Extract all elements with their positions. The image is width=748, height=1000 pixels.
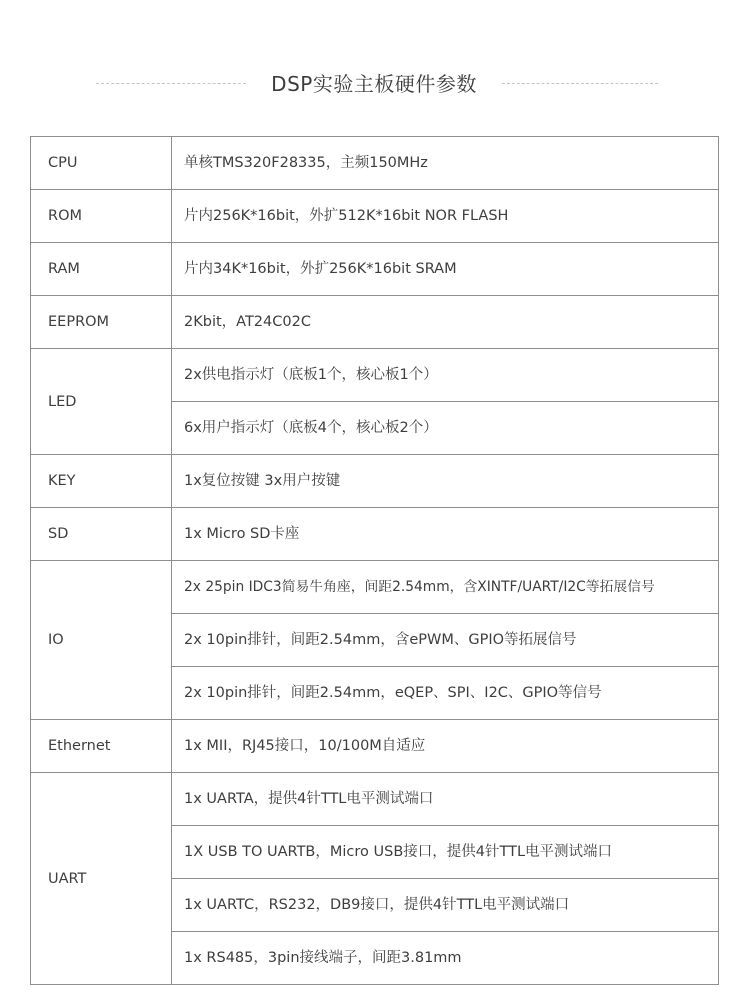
spec-value: 2x 10pin排针，间距2.54mm，eQEP、SPI、I2C、GPIO等信号 — [172, 667, 719, 720]
spec-label: UART — [31, 773, 172, 985]
spec-label: KEY — [31, 455, 172, 508]
spec-row-ram — [31, 243, 719, 296]
spec-label: Ethernet — [31, 720, 172, 773]
spec-value: 单核TMS320F28335，主频150MHz — [172, 137, 719, 190]
spec-row-rom — [31, 190, 719, 243]
spec-value: 6x用户指示灯（底板4个，核心板2个） — [172, 402, 719, 455]
spec-value: 1x UARTA，提供4针TTL电平测试端口 — [172, 773, 719, 826]
spec-value: 片内34K*16bit，外扩256K*16bit SRAM — [172, 243, 719, 296]
spec-label: SD — [31, 508, 172, 561]
spec-label: EEPROM — [31, 296, 172, 349]
spec-label: ROM — [31, 190, 172, 243]
spec-row-key — [31, 455, 719, 508]
spec-value: 1x MII，RJ45接口，10/100M自适应 — [172, 720, 719, 773]
spec-row-eeprom — [31, 296, 719, 349]
spec-value: 2Kbit，AT24C02C — [172, 296, 719, 349]
spec-value: 片内256K*16bit，外扩512K*16bit NOR FLASH — [172, 190, 719, 243]
title-divider-right — [502, 83, 658, 84]
spec-value: 2x 10pin排针，间距2.54mm，含ePWM、GPIO等拓展信号 — [172, 614, 719, 667]
spec-label: RAM — [31, 243, 172, 296]
spec-row-uart — [31, 773, 719, 826]
spec-value: 1X USB TO UARTB，Micro USB接口，提供4针TTL电平测试端口 — [172, 826, 719, 879]
spec-table — [30, 136, 719, 985]
spec-row-io — [31, 561, 719, 614]
spec-value: 1x RS485，3pin接线端子，间距3.81mm — [172, 932, 719, 985]
section-header — [0, 62, 748, 102]
spec-label: CPU — [31, 137, 172, 190]
spec-row-sd — [31, 508, 719, 561]
spec-label: LED — [31, 349, 172, 455]
spec-row-ethernet — [31, 720, 719, 773]
spec-label: IO — [31, 561, 172, 720]
spec-value: 1x复位按键 3x用户按键 — [172, 455, 719, 508]
spec-row-led — [31, 349, 719, 402]
spec-value: 1x UARTC，RS232，DB9接口，提供4针TTL电平测试端口 — [172, 879, 719, 932]
spec-value: 2x 25pin IDC3简易牛角座，间距2.54mm，含XINTF/UART/I2C等拓展信号 — [172, 561, 719, 614]
page-title: DSP实验主板硬件参数 — [271, 72, 477, 96]
spec-row-cpu — [31, 137, 719, 190]
spec-value: 1x Micro SD卡座 — [172, 508, 719, 561]
spec-value: 2x供电指示灯（底板1个，核心板1个） — [172, 349, 719, 402]
title-divider-left — [96, 83, 246, 84]
